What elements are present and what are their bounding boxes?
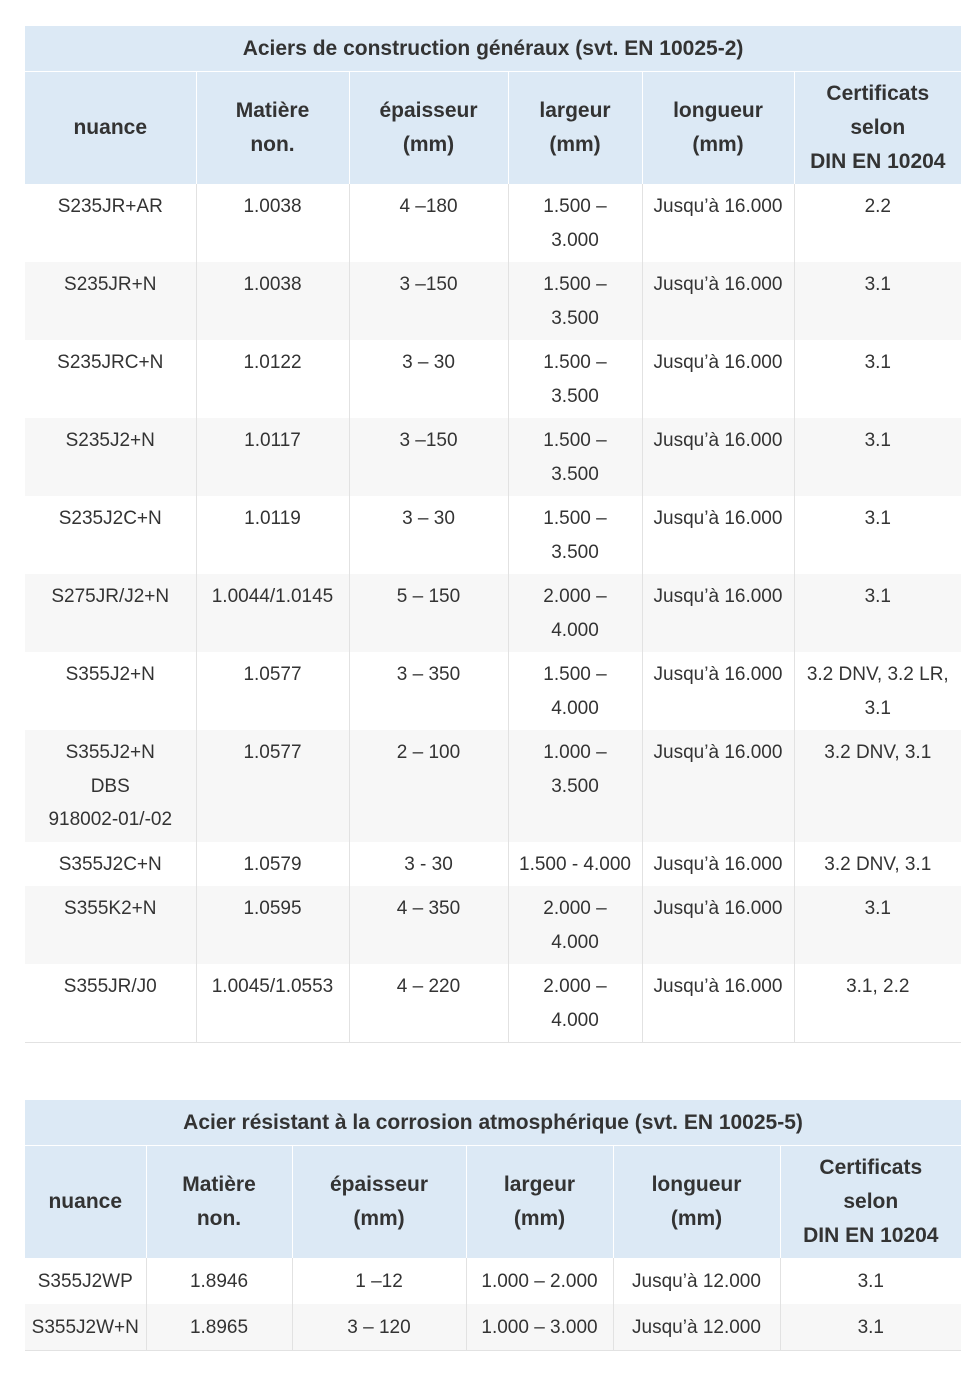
table-row xyxy=(25,496,961,574)
cell-nuance: S235J2C+N xyxy=(25,496,196,574)
cell-width: 1.000 – 2.000 xyxy=(466,1258,613,1304)
cell-width: 1.000 – 3.000 xyxy=(466,1304,613,1351)
cell-length: Jusqu’à 16.000 xyxy=(642,574,794,652)
header-width: largeur (mm) xyxy=(508,72,642,185)
column-header-row xyxy=(25,72,961,185)
cell-thickness: 3 – 120 xyxy=(292,1304,466,1351)
header-length: longueur (mm) xyxy=(613,1146,780,1259)
table-row xyxy=(25,574,961,652)
cell-thickness: 3 – 30 xyxy=(349,496,508,574)
table-row xyxy=(25,842,961,887)
cell-thickness: 2 – 100 xyxy=(349,730,508,842)
table-row xyxy=(25,1258,961,1304)
cell-length: Jusqu’à 12.000 xyxy=(613,1258,780,1304)
table-row xyxy=(25,184,961,262)
cell-certificates: 3.1 xyxy=(794,496,961,574)
table-row xyxy=(25,262,961,340)
column-header-row xyxy=(25,1146,961,1259)
cell-nuance: S355J2+N DBS 918002-01/-02 xyxy=(25,730,196,842)
cell-thickness: 4 – 350 xyxy=(349,886,508,964)
cell-material-number: 1.0038 xyxy=(196,262,349,340)
header-nuance: nuance xyxy=(25,72,196,185)
cell-thickness: 3 - 30 xyxy=(349,842,508,887)
header-material-number: Matière non. xyxy=(196,72,349,185)
header-thickness: épaisseur (mm) xyxy=(292,1146,466,1259)
cell-thickness: 3 – 30 xyxy=(349,340,508,418)
cell-material-number: 1.8946 xyxy=(146,1258,292,1304)
cell-material-number: 1.0117 xyxy=(196,418,349,496)
table-row xyxy=(25,730,961,842)
cell-width: 1.500 – 3.500 xyxy=(508,418,642,496)
cell-length: Jusqu’à 16.000 xyxy=(642,496,794,574)
cell-certificates: 3.1 xyxy=(780,1258,961,1304)
cell-certificates: 3.1 xyxy=(794,340,961,418)
cell-material-number: 1.0577 xyxy=(196,652,349,730)
cell-material-number: 1.0045/1.0553 xyxy=(196,964,349,1043)
header-certificates: Certificats selon DIN EN 10204 xyxy=(794,72,961,185)
cell-material-number: 1.0577 xyxy=(196,730,349,842)
cell-length: Jusqu’à 12.000 xyxy=(613,1304,780,1351)
cell-length: Jusqu’à 16.000 xyxy=(642,842,794,887)
cell-nuance: S235JRC+N xyxy=(25,340,196,418)
cell-width: 1.000 – 3.500 xyxy=(508,730,642,842)
cell-length: Jusqu’à 16.000 xyxy=(642,886,794,964)
cell-certificates: 3.1 xyxy=(794,262,961,340)
cell-certificates: 3.1 xyxy=(794,574,961,652)
cell-width: 1.500 – 4.000 xyxy=(508,652,642,730)
cell-width: 1.500 – 3.000 xyxy=(508,184,642,262)
cell-nuance: S355K2+N xyxy=(25,886,196,964)
cell-width: 1.500 – 3.500 xyxy=(508,340,642,418)
table-title-row xyxy=(25,26,961,72)
table-row xyxy=(25,418,961,496)
cell-thickness: 3 – 350 xyxy=(349,652,508,730)
cell-nuance: S235J2+N xyxy=(25,418,196,496)
table-body xyxy=(25,184,961,1043)
cell-length: Jusqu’à 16.000 xyxy=(642,262,794,340)
cell-nuance: S355J2C+N xyxy=(25,842,196,887)
cell-thickness: 4 –180 xyxy=(349,184,508,262)
cell-length: Jusqu’à 16.000 xyxy=(642,730,794,842)
table-row xyxy=(25,1304,961,1351)
table-row xyxy=(25,886,961,964)
cell-thickness: 5 – 150 xyxy=(349,574,508,652)
cell-thickness: 1 –12 xyxy=(292,1258,466,1304)
cell-length: Jusqu’à 16.000 xyxy=(642,340,794,418)
cell-certificates: 3.2 DNV, 3.1 xyxy=(794,842,961,887)
cell-width: 2.000 – 4.000 xyxy=(508,574,642,652)
cell-certificates: 3.1, 2.2 xyxy=(794,964,961,1043)
header-length: longueur (mm) xyxy=(642,72,794,185)
cell-thickness: 3 –150 xyxy=(349,418,508,496)
table-body xyxy=(25,1258,961,1351)
cell-length: Jusqu’à 16.000 xyxy=(642,652,794,730)
cell-nuance: S355JR/J0 xyxy=(25,964,196,1043)
table-row xyxy=(25,964,961,1043)
cell-nuance: S235JR+N xyxy=(25,262,196,340)
header-material-number: Matière non. xyxy=(146,1146,292,1259)
cell-length: Jusqu’à 16.000 xyxy=(642,418,794,496)
table-title-row xyxy=(25,1100,961,1146)
cell-material-number: 1.0122 xyxy=(196,340,349,418)
cell-certificates: 3.2 DNV, 3.1 xyxy=(794,730,961,842)
header-certificates: Certificats selon DIN EN 10204 xyxy=(780,1146,961,1259)
cell-certificates: 2.2 xyxy=(794,184,961,262)
cell-width: 1.500 - 4.000 xyxy=(508,842,642,887)
cell-nuance: S355J2WP xyxy=(25,1258,146,1304)
cell-material-number: 1.0044/1.0145 xyxy=(196,574,349,652)
cell-nuance: S275JR/J2+N xyxy=(25,574,196,652)
weathering-steel-table xyxy=(25,1100,961,1351)
table-title: Acier résistant à la corrosion atmosphérique (svt. EN 10025-5) xyxy=(25,1100,961,1146)
cell-length: Jusqu’à 16.000 xyxy=(642,964,794,1043)
cell-width: 2.000 – 4.000 xyxy=(508,964,642,1043)
header-width: largeur (mm) xyxy=(466,1146,613,1259)
cell-material-number: 1.0579 xyxy=(196,842,349,887)
cell-width: 1.500 – 3.500 xyxy=(508,262,642,340)
cell-material-number: 1.0038 xyxy=(196,184,349,262)
cell-thickness: 4 – 220 xyxy=(349,964,508,1043)
header-thickness: épaisseur (mm) xyxy=(349,72,508,185)
cell-width: 1.500 – 3.500 xyxy=(508,496,642,574)
header-nuance: nuance xyxy=(25,1146,146,1259)
table-title: Aciers de construction généraux (svt. EN 10025-2) xyxy=(25,26,961,72)
cell-length: Jusqu’à 16.000 xyxy=(642,184,794,262)
structural-steel-table xyxy=(25,26,961,1043)
cell-material-number: 1.0119 xyxy=(196,496,349,574)
cell-nuance: S355J2W+N xyxy=(25,1304,146,1351)
cell-certificates: 3.1 xyxy=(794,418,961,496)
cell-nuance: S235JR+AR xyxy=(25,184,196,262)
cell-material-number: 1.0595 xyxy=(196,886,349,964)
cell-certificates: 3.2 DNV, 3.2 LR, 3.1 xyxy=(794,652,961,730)
cell-material-number: 1.8965 xyxy=(146,1304,292,1351)
cell-width: 2.000 – 4.000 xyxy=(508,886,642,964)
cell-certificates: 3.1 xyxy=(794,886,961,964)
cell-certificates: 3.1 xyxy=(780,1304,961,1351)
table-row xyxy=(25,652,961,730)
cell-thickness: 3 –150 xyxy=(349,262,508,340)
table-row xyxy=(25,340,961,418)
cell-nuance: S355J2+N xyxy=(25,652,196,730)
